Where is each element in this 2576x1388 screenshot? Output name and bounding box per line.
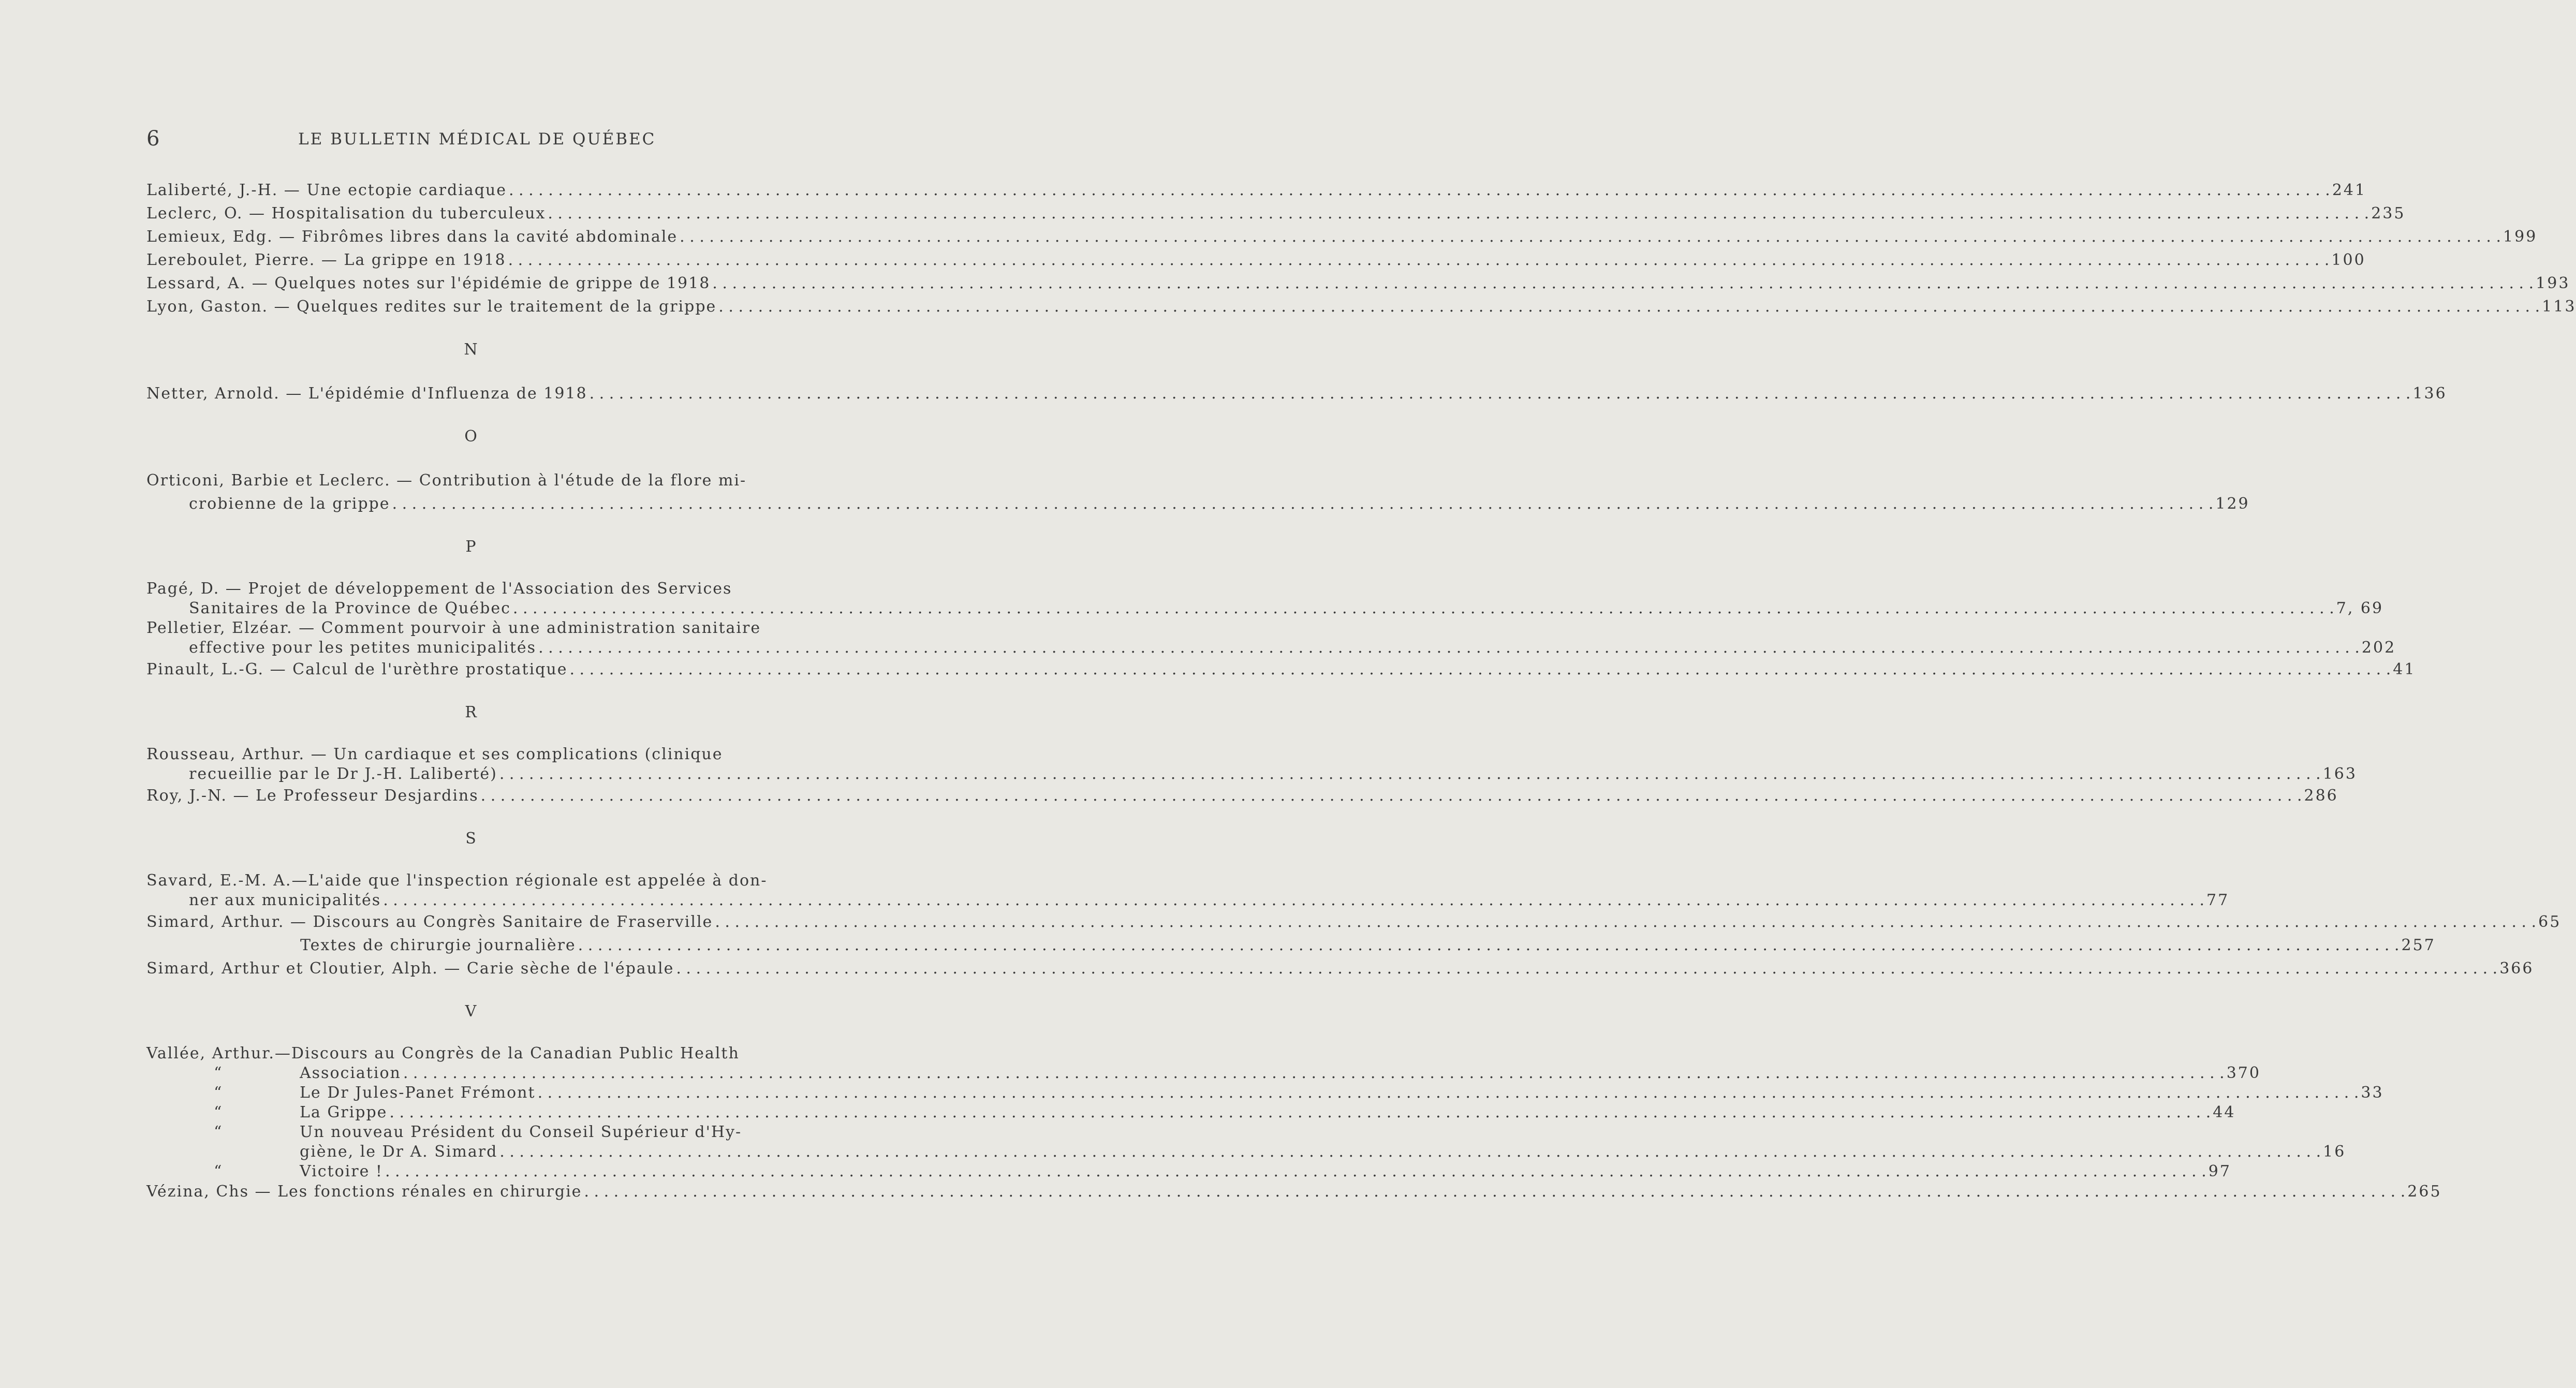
entry-page: 202 [2361, 639, 2396, 657]
entry-text: Lemieux, Edg. — Fibrômes libres dans la cavité abdominale [146, 228, 678, 246]
entry-page: 199 [2503, 228, 2538, 246]
entry-text: giène, le Dr A. Simard [300, 1143, 498, 1161]
leader-dots [715, 910, 2536, 934]
section-letter-p: P [465, 538, 477, 556]
leader-dots [481, 784, 2302, 807]
entry-page: 136 [2412, 385, 2447, 403]
entry-text: recueillie par le Dr J.-H. Laliberté) [189, 765, 497, 783]
leader-dots [538, 638, 2360, 658]
ditto-mark: “ [214, 1162, 223, 1180]
entry-text: Netter, Arnold. — L'épidémie d'Influenza de 1918 [146, 385, 587, 403]
ditto-mark: “ [214, 1064, 223, 1082]
ditto-mark: “ [214, 1123, 223, 1141]
index-entry [146, 1182, 2442, 1202]
entry-text: Laliberté, J.-H. — Une ectopie cardiaque [146, 181, 507, 199]
index-subentry [146, 1162, 2231, 1182]
entry-page: 366 [2499, 959, 2534, 978]
entry-text: effective pour les petites municipalités [189, 639, 537, 657]
entry-text: Victoire ! [300, 1162, 383, 1180]
entry-line: Savard, E.-M. A.—L'aide que l'inspection régionale est appelée à don- [146, 872, 768, 890]
running-head: LE BULLETIN MÉDICAL DE QUÉBEC [298, 130, 656, 149]
leader-dots [718, 295, 2540, 318]
entry-page: 16 [2323, 1143, 2346, 1161]
leader-dots [389, 1103, 2211, 1123]
index-entry [146, 784, 2338, 807]
entry-page: 370 [2226, 1064, 2261, 1082]
leader-dots [385, 1162, 2206, 1182]
entry-page: 33 [2361, 1084, 2384, 1102]
index-entry [146, 295, 2576, 318]
leader-dots [578, 934, 2400, 957]
index-entry [146, 202, 2406, 225]
entry-page: 163 [2322, 765, 2357, 783]
page-header [146, 127, 664, 153]
entry-line: Pelletier, Elzéar. — Comment pourvoir à une administration sanitaire [146, 619, 761, 637]
section-letter-s: S [465, 830, 477, 848]
ditto-mark: “ [214, 1103, 223, 1121]
entry-text: Lyon, Gaston. — Quelques redites sur le traitement de la grippe [146, 298, 717, 316]
entry-page: 7, 69 [2336, 599, 2384, 617]
ditto-mark: “ [214, 1084, 223, 1102]
index-entry [146, 934, 2436, 957]
index-subentry [146, 1064, 2261, 1083]
entry-page: 44 [2213, 1103, 2236, 1121]
entry-page: 77 [2206, 891, 2230, 909]
entry-page: 97 [2208, 1162, 2231, 1180]
entry-text: ner aux municipalités [189, 891, 381, 909]
leader-dots [590, 382, 2411, 405]
index-entry [146, 248, 2366, 272]
index-entry [146, 225, 2538, 248]
index-entries [146, 179, 2576, 1202]
index-subentry [146, 1123, 806, 1142]
entry-page: 286 [2304, 787, 2338, 805]
section-letter-v: V [465, 1002, 478, 1021]
entry-page: 193 [2536, 274, 2570, 292]
leader-dots [499, 764, 2321, 784]
leader-dots [509, 179, 2330, 202]
entry-line: Rousseau, Arthur. — Un cardiaque et ses complications (clinique [146, 745, 723, 763]
entry-page: 113 [2542, 298, 2576, 316]
index-entry [146, 638, 2396, 658]
section-letter-r: R [465, 703, 478, 721]
index-entry [146, 382, 2447, 405]
entry-page: 65 [2538, 913, 2562, 931]
leader-dots [680, 225, 2501, 248]
entry-text: Lereboulet, Pierre. — La grippe en 1918 [146, 251, 506, 269]
entry-line: Un nouveau Président du Conseil Supérieur d'Hy- [300, 1123, 742, 1141]
leader-dots [538, 1083, 2359, 1103]
leader-dots [676, 957, 2497, 980]
index-entry [146, 179, 2367, 202]
index-entry [146, 891, 2230, 910]
entry-page: 241 [2332, 181, 2367, 199]
entry-line: Vallée, Arthur.—Discours au Congrès de la Canadian Public Health [146, 1044, 740, 1062]
leader-dots [712, 272, 2534, 295]
leader-dots [499, 1142, 2321, 1162]
entry-text: Simard, Arthur et Cloutier, Alph. — Carie sèche de l'épaule [146, 959, 674, 978]
index-subentry [146, 1142, 2346, 1162]
entry-text: crobienne de la grippe [189, 495, 390, 513]
section-letter-n: N [464, 341, 479, 359]
entry-line: Pagé, D. — Projet de développement de l'Association des Services [146, 580, 732, 598]
section-letter-o: O [464, 427, 478, 446]
entry-text: Pinault, L.-G. — Calcul de l'urèthre prostatique [146, 660, 568, 678]
leader-dots [392, 492, 2214, 515]
leader-dots [383, 891, 2204, 910]
entry-text: Roy, J.-N. — Le Professeur Desjardins [146, 787, 479, 805]
index-entry [146, 658, 2416, 681]
entry-text: La Grippe [300, 1103, 388, 1121]
entry-page: 100 [2331, 251, 2366, 269]
index-entry [146, 599, 2384, 618]
entry-page: 129 [2215, 495, 2250, 513]
page-number: 6 [146, 127, 160, 151]
leader-dots [569, 658, 2391, 681]
entry-text: Leclerc, O. — Hospitalisation du tuberculeux [146, 204, 546, 223]
index-entry [146, 764, 2357, 784]
entry-page: 265 [2407, 1183, 2442, 1201]
entry-text: Sanitaires de la Province de Québec [189, 599, 511, 617]
entry-text: Lessard, A. — Quelques notes sur l'épidémie de grippe de 1918 [146, 274, 711, 292]
entry-text: Textes de chirurgie journalière [300, 936, 576, 954]
entry-text: Le Dr Jules-Panet Frémont [300, 1084, 536, 1102]
entry-page: 257 [2401, 936, 2436, 954]
leader-dots [548, 202, 2369, 225]
entry-text: Vézina, Chs — Les fonctions rénales en chirurgie [146, 1183, 582, 1201]
index-entry [146, 272, 2570, 295]
index-subentry [146, 1103, 2236, 1123]
index-subentry [146, 1083, 2384, 1103]
leader-dots [508, 248, 2330, 272]
leader-dots [584, 1182, 2405, 1202]
entry-text: Simard, Arthur. — Discours au Congrès Sanitaire de Fraserville [146, 913, 713, 931]
index-entry [146, 492, 2250, 515]
index-entry [146, 957, 2534, 980]
entry-text: Association [300, 1064, 401, 1082]
entry-page: 235 [2371, 204, 2406, 223]
leader-dots [403, 1064, 2225, 1083]
entry-page: 41 [2393, 660, 2416, 678]
entry-line: Orticoni, Barbie et Leclerc. — Contribution à l'étude de la flore mi- [146, 471, 747, 490]
leader-dots [513, 599, 2334, 618]
index-entry [146, 910, 2562, 934]
